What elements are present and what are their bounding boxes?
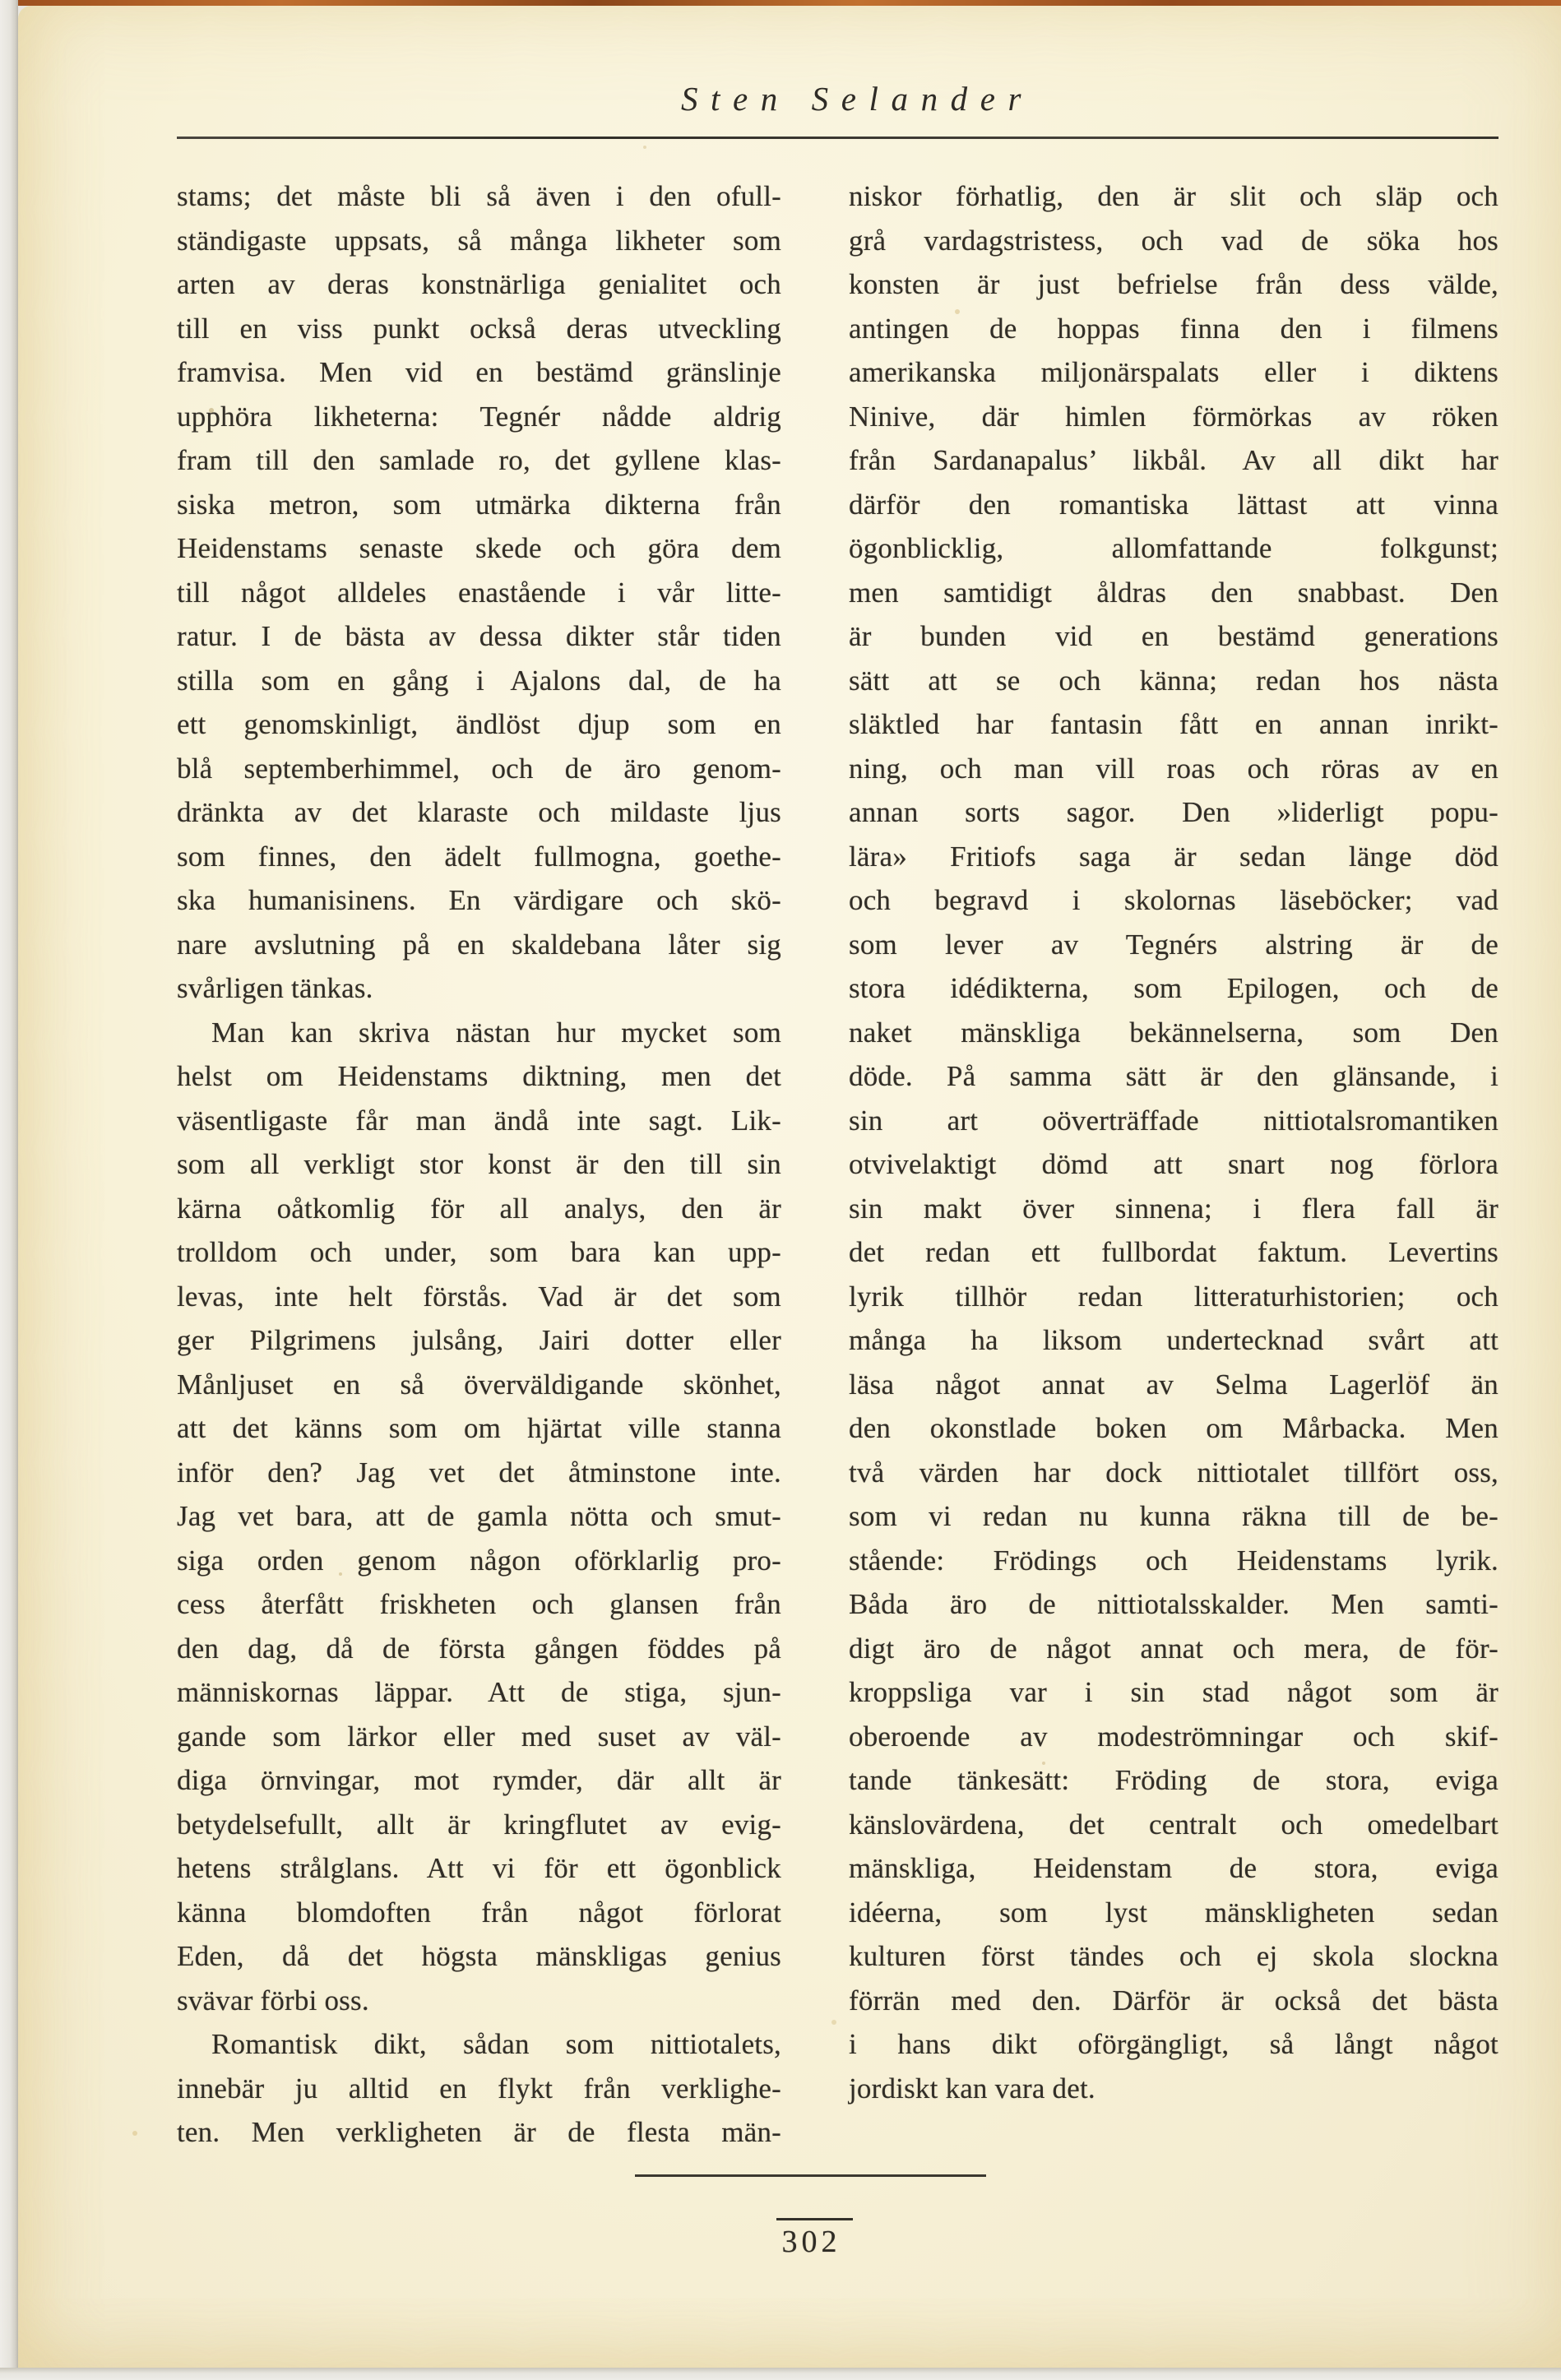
text-line: i hans dikt oförgängligt, så långt något — [849, 2028, 1498, 2060]
text-line: upphöra likheterna: Tegnér nådde aldrig — [177, 400, 781, 433]
text-line: nare avslutning på en skaldebana låter sig — [177, 928, 781, 961]
text-block — [177, 174, 1498, 2155]
text-line: antingen de hoppas finna den i filmens — [849, 312, 1498, 345]
text-line: konsten är just befrielse från dess välde, — [849, 268, 1498, 300]
scan-top-edge — [0, 0, 1561, 6]
text-line: släktled har fantasin fått en annan inrikt- — [849, 708, 1498, 740]
running-header: Sten Selander — [680, 80, 1035, 118]
text-line: kulturen först tändes och ej skola slockna — [849, 1940, 1498, 1972]
text-line: ständigaste uppsats, så många likheter som — [177, 224, 781, 257]
text-line: stilla som en gång i Ajalons dal, de ha — [177, 664, 781, 697]
page-number: 302 — [781, 2225, 841, 2259]
text-line: kärna oåtkomlig för all analys, den är — [177, 1192, 781, 1225]
text-line: som finnes, den ädelt fullmogna, goethe- — [177, 840, 781, 873]
text-line: Man kan skriva nästan hur mycket som — [211, 1016, 781, 1049]
text-line: gande som lärkor eller med suset av väl- — [177, 1720, 781, 1753]
text-line: otvivelaktigt dömd att snart nog förlora — [849, 1148, 1498, 1180]
text-line: lyrik tillhör redan litteraturhistorien; och — [849, 1280, 1498, 1313]
text-line: sin art oöverträffade nittiotalsromantiken — [849, 1104, 1498, 1137]
text-line: sin makt över sinnena; i flera fall är — [849, 1192, 1498, 1225]
text-line: tande tänkesätt: Fröding de stora, eviga — [849, 1764, 1498, 1796]
text-line: den dag, då de första gången föddes på — [177, 1632, 781, 1665]
text-line: Eden, då det högsta mänskligas genius — [177, 1940, 781, 1972]
text-line: ratur. I de bästa av dessa dikter står tiden — [177, 620, 781, 652]
text-line: därför den romantiska lättast att vinna — [849, 488, 1498, 521]
text-line: Jag vet bara, att de gamla nötta och smut- — [177, 1500, 781, 1532]
text-line: som all verkligt stor konst är den till sin — [177, 1148, 781, 1180]
text-line: dränkta av det klaraste och mildaste ljus — [177, 796, 781, 828]
text-line: idéerna, som lyst mänskligheten sedan — [849, 1896, 1498, 1929]
text-line: levas, inte helt förstås. Vad är det som — [177, 1280, 781, 1313]
text-line: sätt att se och känna; redan hos nästa — [849, 664, 1498, 697]
text-line: som vi redan nu kunna räkna till de be- — [849, 1500, 1498, 1532]
text-line: siska metron, som utmärka dikterna från — [177, 488, 781, 521]
text-line: fram till den samlade ro, det gyllene klas- — [177, 444, 781, 476]
text-line: känna blomdoften från något förlorat — [177, 1896, 781, 1929]
text-line: det redan ett fullbordat faktum. Levertins — [849, 1236, 1498, 1268]
text-line: siga orden genom någon oförklarlig pro- — [177, 1544, 781, 1577]
text-line: ten. Men verkligheten är de flesta män- — [177, 2116, 781, 2148]
text-line: förrän med den. Därför är också det bästa — [849, 1984, 1498, 2017]
text-line: som lever av Tegnérs alstring är de — [849, 928, 1498, 961]
text-line: två värden har dock nittiotalet tillfört oss, — [849, 1456, 1498, 1489]
text-line: svårligen tänkas. — [177, 972, 373, 1004]
text-line: från Sardanapalus’ likbål. Av all dikt har — [849, 444, 1498, 476]
text-line: läsa något annat av Selma Lagerlöf än — [849, 1368, 1498, 1401]
text-line: inför den? Jag vet det åtminstone inte. — [177, 1456, 781, 1489]
text-line: digt äro de något annat och mera, de för- — [849, 1632, 1498, 1665]
scan-left-edge — [0, 0, 18, 2380]
text-line: ger Pilgrimens julsång, Jairi dotter eller — [177, 1324, 781, 1356]
text-line: många ha liksom undertecknad svårt att — [849, 1324, 1498, 1356]
text-line: att det känns som om hjärtat ville stanna — [177, 1412, 781, 1444]
text-line: jordiskt kan vara det. — [849, 2072, 1095, 2104]
text-line: amerikanska miljonärspalats eller i diktens — [849, 356, 1498, 388]
paper-specks — [18, 6, 21, 9]
text-line: niskor förhatlig, den är slit och släp och — [849, 180, 1498, 212]
text-line: oberoende av modeströmningar och skif- — [849, 1720, 1498, 1753]
header-rule — [177, 137, 1498, 139]
text-line: väsentligaste får man ändå inte sagt. Lik- — [177, 1104, 781, 1137]
text-line: är bunden vid en bestämd generations — [849, 620, 1498, 652]
text-line: kroppsliga var i sin stad något som är — [849, 1676, 1498, 1708]
text-line: ett genomskinligt, ändlöst djup som en — [177, 708, 781, 740]
text-line: lära» Fritiofs saga är sedan länge död — [849, 840, 1498, 873]
text-line: döde. På samma sätt är den glänsande, i — [849, 1060, 1498, 1092]
text-line: Båda äro de nittiotalsskalder. Men samti- — [849, 1588, 1498, 1620]
text-line: Ninive, där himlen förmörkas av röken — [849, 400, 1498, 433]
text-line: diga örnvingar, mot rymder, där allt är — [177, 1764, 781, 1796]
text-line: mänskliga, Heidenstam de stora, eviga — [849, 1852, 1498, 1884]
text-column-left — [177, 174, 781, 2155]
text-line: till något alldeles enastående i vår litte- — [177, 576, 781, 609]
text-line: ning, och man vill roas och röras av en — [849, 752, 1498, 785]
text-line: blå septemberhimmel, och de äro genom- — [177, 752, 781, 785]
text-line: annan sorts sagor. Den »liderligt popu- — [849, 796, 1498, 828]
text-line: framvisa. Men vid en bestämd gränslinje — [177, 356, 781, 388]
page-number-rule — [776, 2218, 853, 2220]
text-line: människornas läppar. Att de stiga, sjun- — [177, 1676, 781, 1708]
text-line: svävar förbi oss. — [177, 1984, 369, 2017]
text-line: helst om Heidenstams diktning, men det — [177, 1060, 781, 1092]
text-line: stående: Frödings och Heidenstams lyrik. — [849, 1544, 1498, 1577]
text-line: innebär ju alltid en flykt från verklighe- — [177, 2072, 781, 2104]
text-line: Månljuset en så överväldigande skönhet, — [177, 1368, 781, 1401]
text-line: ögonblicklig, allomfattande folkgunst; — [849, 532, 1498, 564]
text-line: hetens strålglans. Att vi för ett ögonblick — [177, 1852, 781, 1884]
text-line: till en viss punkt också deras utveckling — [177, 312, 781, 345]
text-line: den okonstlade boken om Mårbacka. Men — [849, 1412, 1498, 1444]
text-line: grå vardagstristess, och vad de söka hos — [849, 224, 1498, 257]
section-end-rule — [635, 2174, 986, 2177]
text-line: betydelsefullt, allt är kringflutet av evig- — [177, 1808, 781, 1841]
text-line: Heidenstams senaste skede och göra dem — [177, 532, 781, 564]
text-line: stora idédikterna, som Epilogen, och de — [849, 972, 1498, 1004]
text-line: men samtidigt åldras den snabbast. Den — [849, 576, 1498, 609]
text-line: ska humanisinens. En värdigare och skö- — [177, 884, 781, 916]
text-line: cess återfått friskheten och glansen från — [177, 1588, 781, 1620]
text-line: Romantisk dikt, sådan som nittiotalets, — [211, 2028, 781, 2060]
text-line: och begravd i skolornas läseböcker; vad — [849, 884, 1498, 916]
text-line: trolldom och under, som bara kan upp- — [177, 1236, 781, 1268]
text-line: stams; det måste bli så även i den ofull- — [177, 180, 781, 212]
text-line: känslovärdena, det centralt och omedelbart — [849, 1808, 1498, 1841]
text-line: arten av deras konstnärliga genialitet och — [177, 268, 781, 300]
text-line: naket mänskliga bekännelserna, som Den — [849, 1016, 1498, 1049]
text-column-right — [849, 174, 1498, 2155]
scan-bottom-edge — [0, 2368, 1561, 2380]
